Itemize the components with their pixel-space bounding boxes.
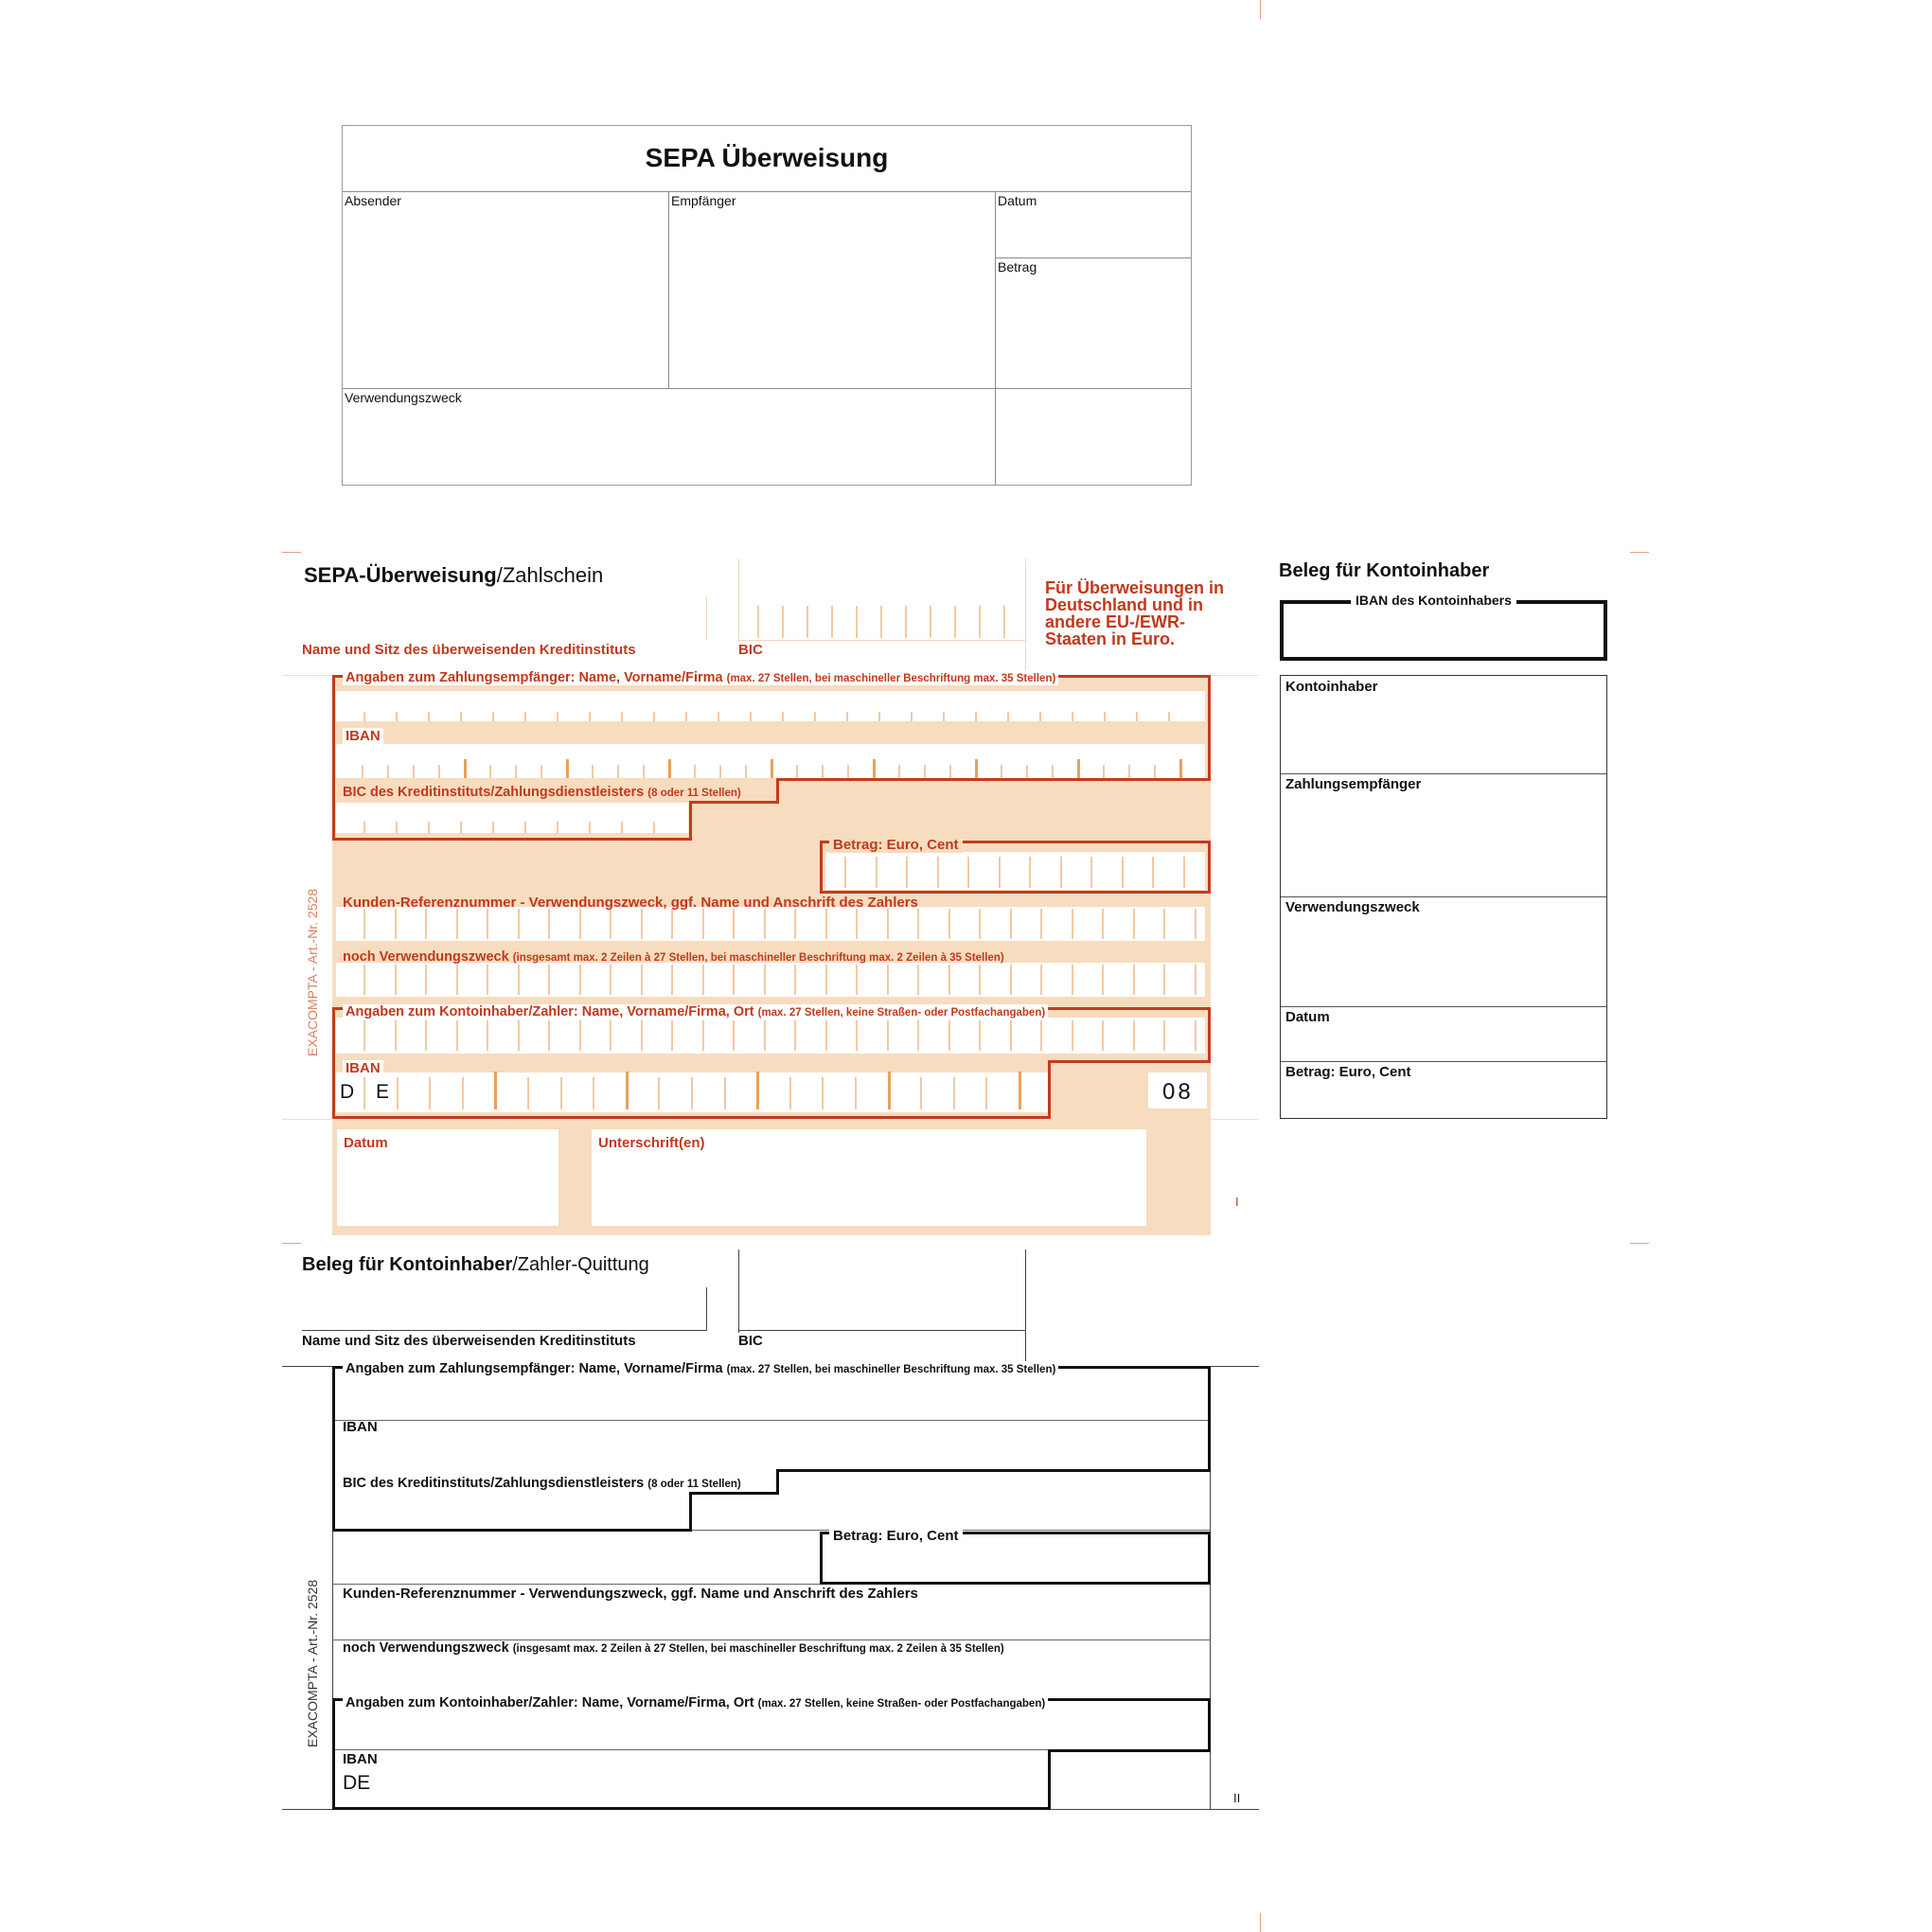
receipt-title: Beleg für Kontoinhaber: [1279, 560, 1490, 581]
form2-purpose2-label: noch Verwendungszweck (insgesamt max. 2 Zeilen à 27 Stellen, bei maschineller Beschriftung max. 2 Zeilen à 35 Stellen): [343, 1640, 1004, 1656]
form1-payee-label: Angaben zum Zahlungsempfänger: Name, Vorname/Firma (max. 27 Stellen, bei maschineller Beschriftung max. 35 Stellen): [343, 670, 1058, 685]
form2-holder-label: Angaben zum Kontoinhaber/Zahler: Name, Vorname/Firma, Ort (max. 27 Stellen, keine Straßen- oder Postfachangaben): [343, 1695, 1048, 1710]
overview-form: [342, 125, 1192, 486]
crop-mark-left-2: [282, 1243, 301, 1244]
form1-amount-row[interactable]: [825, 852, 1205, 890]
crop-mark-left-1: [282, 552, 301, 553]
form2-bic-inst-label: BIC des Kreditinstituts/Zahlungsdienstleisters (8 oder 11 Stellen): [343, 1476, 741, 1491]
form1-holder-row[interactable]: [336, 1018, 1205, 1054]
datum-field[interactable]: Datum: [998, 193, 1037, 208]
form1-iban-prefix-d: D: [340, 1081, 355, 1103]
receipt-details-box: [1280, 675, 1607, 1119]
form2-amount-label: Betrag: Euro, Cent: [829, 1528, 963, 1544]
form1-code: 08: [1162, 1079, 1194, 1105]
form1-iban-label: IBAN: [343, 728, 383, 744]
crop-mark-right-2: [1630, 1243, 1649, 1244]
form2-payee-label: Angaben zum Zahlungsempfänger: Name, Vorname/Firma (max. 27 Stellen, bei maschineller Beschriftung max. 35 Stellen): [343, 1361, 1058, 1376]
form2-holder-iban-label: IBAN: [343, 1751, 378, 1767]
betrag-field[interactable]: Betrag: [998, 259, 1037, 275]
form1-amount-label: Betrag: Euro, Cent: [829, 837, 963, 853]
receipt-amount-field[interactable]: Betrag: Euro, Cent: [1285, 1064, 1411, 1080]
form1-purpose2-row[interactable]: [336, 963, 1205, 997]
form1-title: SEPA-Überweisung/Zahlschein: [304, 563, 604, 587]
form1-holder-label: Angaben zum Kontoinhaber/Zahler: Name, Vorname/Firma, Ort (max. 27 Stellen, keine Straßen- oder Postfachangaben): [343, 1004, 1048, 1019]
empfaenger-field[interactable]: Empfänger: [671, 193, 736, 208]
absender-field[interactable]: Absender: [345, 193, 401, 208]
crop-mark-bottom: [1260, 1913, 1261, 1932]
form1-bic-row[interactable]: [336, 803, 688, 833]
form1-ref-label: Kunden-Referenznummer - Verwendungszweck, ggf. Name und Anschrift des Zahlers: [343, 895, 918, 911]
form1-bic-inst-label: BIC des Kreditinstituts/Zahlungsdienstleisters (8 oder 11 Stellen): [343, 785, 741, 800]
overview-title: SEPA Überweisung: [645, 143, 889, 172]
form1-bic-label: BIC: [738, 642, 763, 658]
form1-iban-prefix-e: E: [376, 1081, 390, 1103]
form2-institute-label: Name und Sitz des überweisenden Kreditinstituts: [302, 1333, 636, 1349]
receipt-date-field[interactable]: Datum: [1285, 1009, 1330, 1025]
verwendungszweck-field[interactable]: Verwendungszweck: [345, 390, 462, 405]
crop-mark-right-1: [1630, 552, 1649, 553]
form1-date-label: Datum: [344, 1135, 388, 1151]
form2-copy-mark: II: [1233, 1791, 1241, 1805]
form2-side-text: EXACOMPTA - Art.-Nr. 2528: [305, 1579, 320, 1747]
form2-ref-label: Kunden-Referenznummer - Verwendungszweck, ggf. Name und Anschrift des Zahlers: [343, 1586, 918, 1602]
receipt-iban-label: IBAN des Kontoinhabers: [1351, 593, 1516, 608]
form1-copy-mark: I: [1235, 1195, 1239, 1209]
form1-payee-row[interactable]: [336, 691, 1205, 721]
form1-purpose2-label: noch Verwendungszweck (insgesamt max. 2 Zeilen à 27 Stellen, bei maschineller Beschriftung max. 2 Zeilen à 35 Stellen): [343, 949, 1004, 965]
form1-side-text: EXACOMPTA - Art.-Nr. 2528: [305, 888, 320, 1056]
form1-institute-label: Name und Sitz des überweisenden Kreditinstituts: [302, 642, 636, 658]
form1-signature-label: Unterschrift(en): [598, 1135, 705, 1151]
receipt-iban-box[interactable]: [1280, 600, 1607, 661]
receipt-payee-field[interactable]: Zahlungsempfänger: [1285, 776, 1422, 792]
form2-title: Beleg für Kontoinhaber/Zahler-Quittung: [302, 1254, 649, 1275]
form1-ref-row[interactable]: [336, 907, 1205, 941]
crop-mark-top: [1260, 0, 1261, 19]
receipt-purpose-field[interactable]: Verwendungszweck: [1285, 899, 1420, 915]
form2-bic-label: BIC: [738, 1333, 763, 1349]
form2-iban-label: IBAN: [343, 1419, 378, 1435]
form1-holder-iban-label: IBAN: [343, 1060, 383, 1076]
form1-notice: Für Überweisungen in Deutschland und in andere EU-/EWR-Staaten in Euro.: [1045, 578, 1225, 648]
receipt-holder-field[interactable]: Kontoinhaber: [1285, 679, 1378, 695]
form2-iban-prefix: DE: [343, 1772, 371, 1794]
form1-bic-cells[interactable]: [757, 606, 1013, 638]
